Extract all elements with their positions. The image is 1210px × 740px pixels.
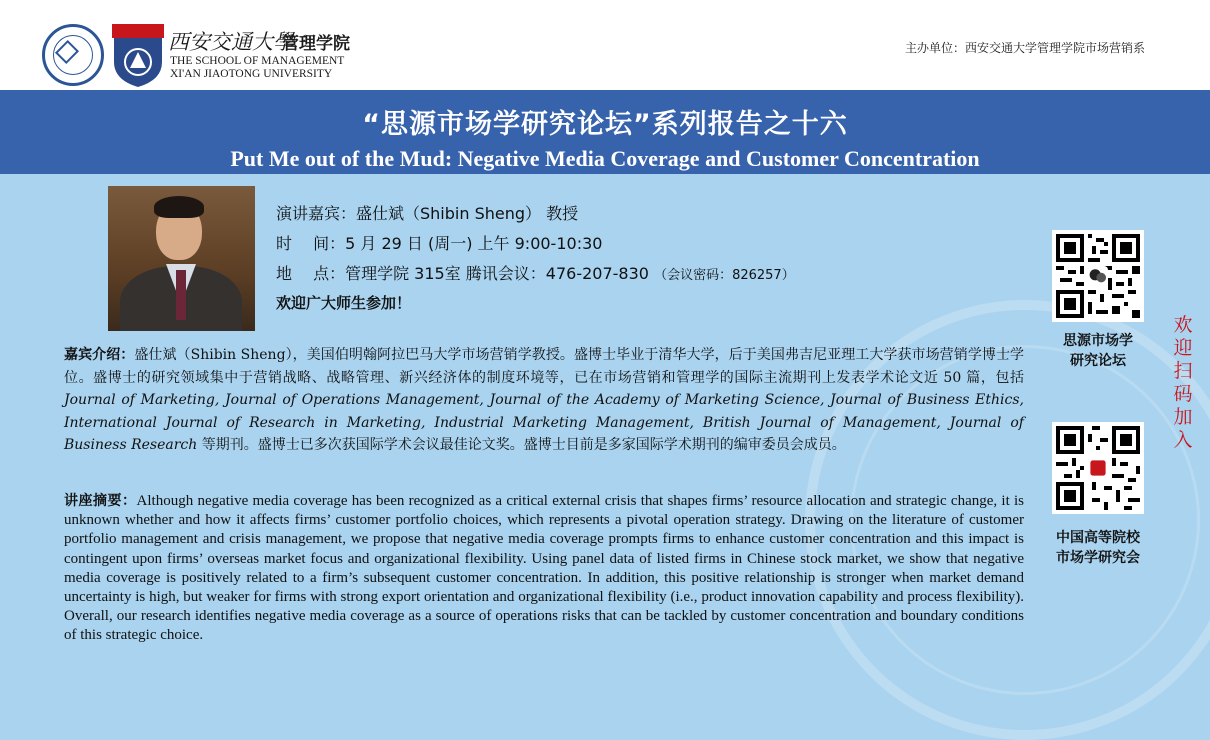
bio-text-1: 盛仕斌（Shibin Sheng），美国伯明翰阿拉巴马大学市场营销学教授。盛博士毕业于清华大学，后于美国弗吉尼亚理工大学获市场营销学博士学位。盛博士的研究领域集中于营销战略、战略管理、新兴经济体的制度环境等，已在市场营销和管理学的国际主流期刊上发表学术论文近 50 篇，包括 [64, 347, 1025, 386]
speaker-line: 演讲嘉宾：盛仕斌（Shibin Sheng） 教授 [276, 204, 579, 223]
speaker-bio [64, 344, 1024, 457]
title-en: Put Me out of the Mud: Negative Media Coverage and Customer Concentration [230, 146, 980, 171]
bio-label: 嘉宾介绍： [64, 347, 135, 363]
qr-label-forum: 思源市场学 研究论坛 [1063, 333, 1133, 369]
lecture-abstract [64, 492, 1024, 646]
school-name-en: THE SCHOOL OF MANAGEMENT [170, 55, 345, 67]
place-text: 地 点：管理学院 315室 腾讯会议：476-207-830 [276, 264, 649, 283]
speaker-photo [108, 186, 255, 331]
qr-pattern-association [1056, 426, 1140, 510]
meeting-password: （会议密码：826257） [654, 268, 795, 283]
place-line [276, 261, 795, 284]
scan-to-join-text: 欢迎扫码加入 [1173, 314, 1193, 451]
organizer-text: 主办单位：西安交通大学管理学院市场营销系 [905, 41, 1146, 55]
qr-label-association: 中国高等院校 市场学研究会 [1056, 530, 1140, 566]
time-line: 时 间：5 月 29 日 (周一) 上午 9:00-10:30 [276, 234, 603, 253]
welcome-text: 欢迎广大师生参加！ [276, 294, 412, 312]
qr-pattern-forum [1056, 234, 1140, 318]
university-name-en: XI'AN JIAOTONG UNIVERSITY [170, 68, 333, 80]
bio-text-2: 等期刊。盛博士已多次获国际学术会议最佳论文奖。盛博士目前是多家国际学术期刊的编审委员会成员。 [197, 437, 846, 453]
university-seal-logo [42, 24, 104, 86]
abstract-label: 讲座摘要： [64, 493, 137, 509]
qr-code-forum [1052, 230, 1144, 322]
school-name-cn: 管理学院 [282, 34, 350, 54]
university-name-cn: 西安交通大學 [168, 30, 294, 54]
school-shield-logo [112, 24, 164, 88]
bio-journals: Journal of Marketing, Journal of Operations Management, Journal of the Academy of Marketing Science, Journal of Business Ethics, International Journal of Research in Marketing, Industrial Marketing Management, British Journal of Management, Journal of Business Research [64, 392, 1024, 453]
header [0, 0, 1210, 90]
qr-code-association [1052, 422, 1144, 514]
abstract-text: Although negative media coverage has been recognized as a critical external crisis that shapes firms’ resource allocation and strategic change, it is unknown whether and how it affects firms’ customer portfolio choices, which represents a pivotal operation strategy. Drawing on the literature of customer portfolio management and crisis management, we propose that negative media coverage prompts firms to enhance customer concentration and this impact is contingent upon firms’ overseas market focus and organizational flexibility. Using panel data of listed firms in Chinese stock market, we show that negative media coverage is positively related to a firm’s subsequent customer concentration. In addition, this positive relationship is stronger when market demand uncertainty is high, but weaker for firms with strong export orientation and organizational flexibility (i.e., product innovation capability and process flexibility). Overall, our research identifies negative media coverage as a source of operations risks that can be tackled by customer concentration and boundary conditions of this strategic choice. [64, 493, 1024, 644]
title-cn: “思源市场学研究论坛”系列报告之十六 [362, 109, 848, 140]
